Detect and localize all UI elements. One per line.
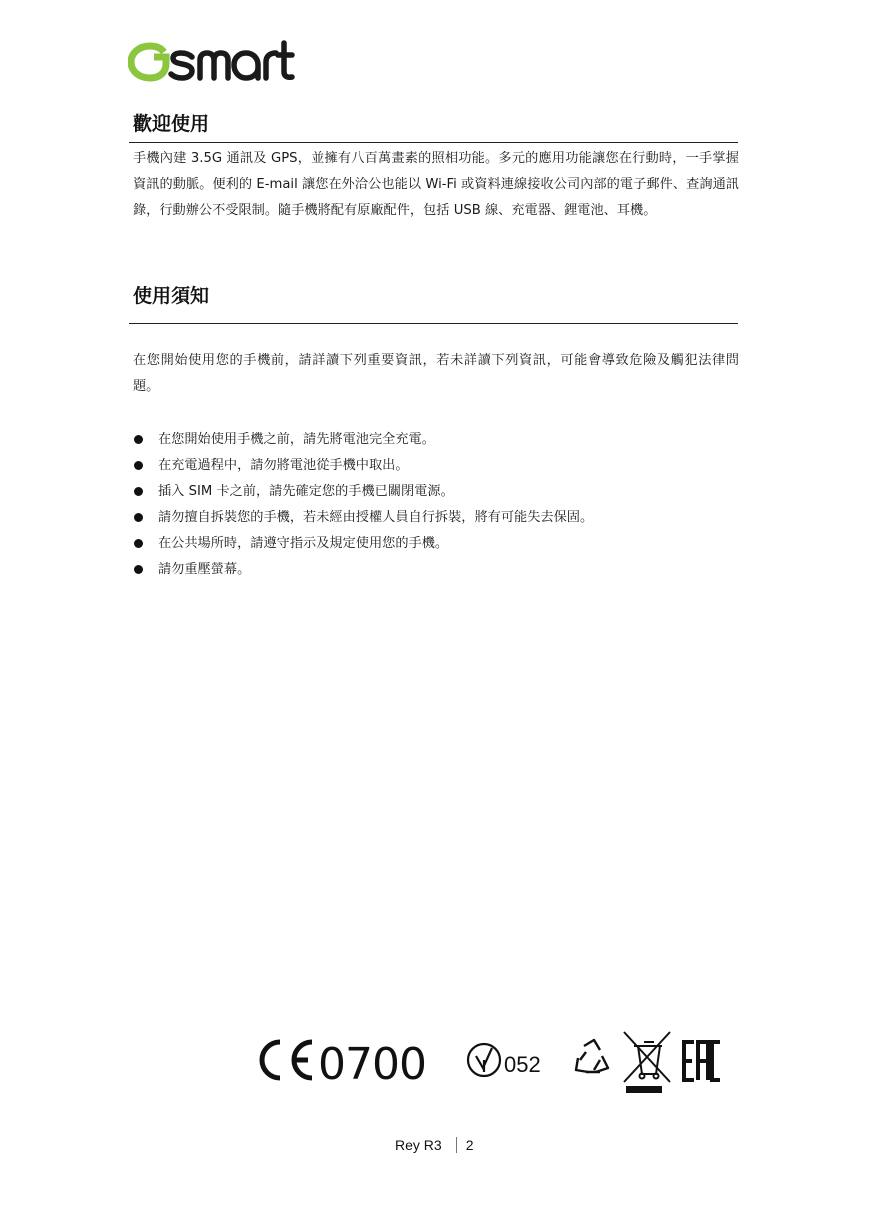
- list-item-text: 請勿重壓螢幕。: [158, 562, 251, 577]
- footer-page-number: 2: [465, 1137, 474, 1153]
- list-item-text: 在公共場所時，請遵守指示及規定使用您的手機。: [158, 536, 449, 551]
- welcome-divider: [129, 142, 738, 143]
- recycle-icon: [576, 1040, 608, 1072]
- list-item: [133, 427, 593, 453]
- weee-bin-icon: [624, 1032, 670, 1082]
- ce-mark-icon: [262, 1042, 312, 1078]
- eac-mark-icon: [684, 1042, 720, 1080]
- gsmart-logo: [128, 38, 298, 84]
- list-item: [133, 531, 593, 557]
- logo-t-letter: [278, 43, 292, 77]
- welcome-heading: 歡迎使用: [133, 113, 210, 135]
- logo-a-letter: [234, 53, 258, 78]
- bullet-dot-icon: [134, 513, 143, 522]
- notice-divider: [129, 323, 738, 324]
- list-item-text: 插入 SIM 卡之前，請先確定您的手機已關閉電源。: [158, 484, 454, 499]
- list-item-text: 請勿擅自拆裝您的手機，若未經由授權人員自行拆裝，將有可能失去保固。: [158, 510, 594, 525]
- bullet-dot-icon: [134, 487, 143, 496]
- ce-number: 0700: [318, 1039, 426, 1090]
- logo-g-letter: [131, 46, 166, 78]
- bullet-dot-icon: [134, 539, 143, 548]
- list-item: [133, 505, 593, 531]
- list-item: [133, 479, 593, 505]
- page-footer: [395, 1136, 473, 1154]
- logo-m-letter: [200, 53, 228, 78]
- bullet-dot-icon: [134, 565, 143, 574]
- rcm-number: 052: [504, 1052, 541, 1077]
- footer-model: Rey R3: [395, 1137, 442, 1153]
- list-item-text: 在您開始使用手機之前，請先將電池完全充電。: [158, 432, 435, 447]
- logo-r-letter: [266, 53, 276, 78]
- list-item: [133, 557, 593, 583]
- certification-marks: [250, 1026, 720, 1096]
- notice-intro-paragraph: 在您開始使用您的手機前，請詳讀下列重要資訊，若未詳讀下列資訊，可能會導致危險及觸犯法律問題。: [133, 353, 739, 394]
- bullet-dot-icon: [134, 435, 143, 444]
- list-item: [133, 453, 593, 479]
- welcome-paragraph: 手機內建 3.5G 通訊及 GPS，並擁有八百萬畫素的照相功能。多元的應用功能讓您在行動時，一手掌握資訊的動脈。便利的 E-mail 讓您在外洽公也能以 Wi-Fi 或資料連線接收公司內部的電子郵件、查詢通訊錄，行動辦公不受限制。隨手機將配有原廠配件，包括 USB 線、充電器、鋰電池、耳機。: [133, 151, 739, 218]
- notice-list: [133, 427, 593, 583]
- footer-separator: [456, 1137, 457, 1153]
- list-item-text: 在充電過程中，請勿將電池從手機中取出。: [158, 458, 409, 473]
- notice-heading: 使用須知: [133, 285, 210, 307]
- weee-bar: [626, 1086, 662, 1093]
- rcm-tick-icon: [468, 1044, 500, 1076]
- bullet-dot-icon: [134, 461, 143, 470]
- logo-s-letter: [171, 53, 192, 78]
